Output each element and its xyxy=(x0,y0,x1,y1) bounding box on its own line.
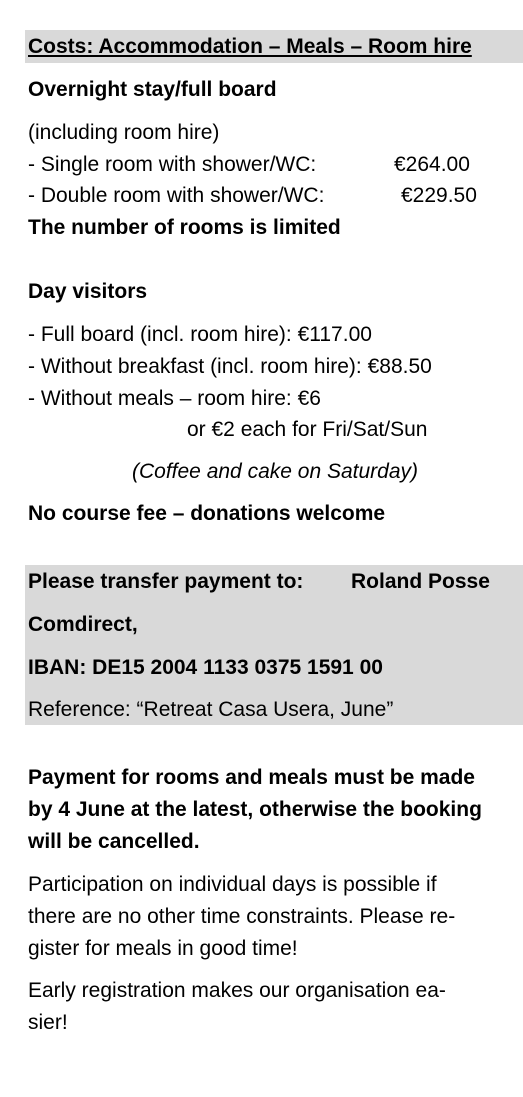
double-room-price: €229.50 xyxy=(401,184,477,207)
deadline-line-3: will be cancelled. xyxy=(28,830,200,853)
transfer-label: Please transfer payment to: xyxy=(28,570,304,593)
participation-line-3: gister for meals in good time! xyxy=(28,937,298,960)
participation-line-2: there are no other time constraints. Please re- xyxy=(28,905,456,928)
bank-name: Comdirect, xyxy=(28,613,138,636)
coffee-note: (Coffee and cake on Saturday) xyxy=(132,460,419,483)
iban: IBAN: DE15 2004 1133 0375 1591 00 xyxy=(28,656,383,679)
full-board-item: - Full board (incl. room hire): €117.00 xyxy=(28,323,372,346)
early-registration-line-2: sier! xyxy=(28,1011,68,1034)
deadline-line-1: Payment for rooms and meals must be made xyxy=(28,766,475,789)
payment-reference: Reference: “Retreat Casa Usera, June” xyxy=(28,698,394,721)
overnight-note: (including room hire) xyxy=(28,121,220,144)
participation-line-1: Participation on individual days is possible if xyxy=(28,873,437,896)
single-room-label: - Single room with shower/WC: xyxy=(28,153,317,176)
day-visitors-title: Day visitors xyxy=(28,280,148,303)
no-course-fee: No course fee – donations welcome xyxy=(28,502,386,525)
costs-heading: Costs: Accommodation – Meals – Room hire xyxy=(28,35,472,58)
alternative-price: or €2 each for Fri/Sat/Sun xyxy=(187,418,428,441)
overnight-title: Overnight stay/full board xyxy=(28,78,277,101)
deadline-line-2: by 4 June at the latest, otherwise the booking xyxy=(28,798,482,821)
double-room-label: - Double room with shower/WC: xyxy=(28,184,325,207)
single-room-price: €264.00 xyxy=(394,153,470,176)
payment-recipient: Roland Posse xyxy=(351,570,490,593)
without-breakfast-item: - Without breakfast (incl. room hire): €88.50 xyxy=(28,355,432,378)
early-registration-line-1: Early registration makes our organisation ea- xyxy=(28,979,446,1002)
without-meals-item: - Without meals – room hire: €6 xyxy=(28,387,321,410)
rooms-limited-note: The number of rooms is limited xyxy=(28,216,341,239)
